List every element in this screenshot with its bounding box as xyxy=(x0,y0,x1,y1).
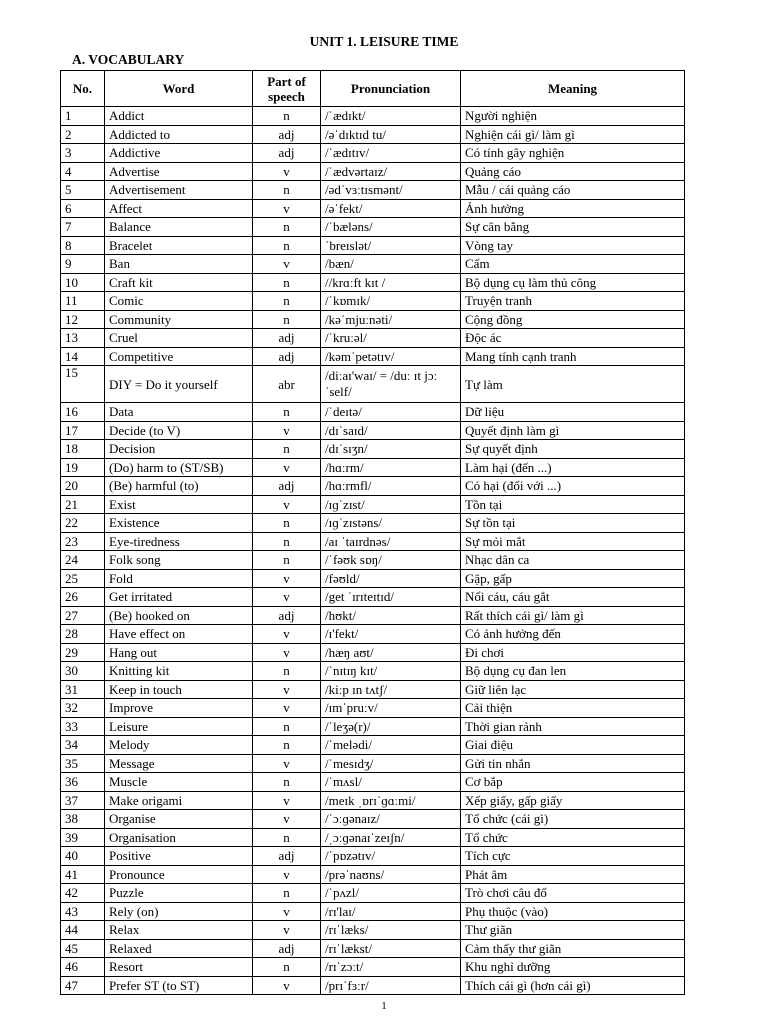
word-cell: Keep in touch xyxy=(105,680,253,699)
part-of-speech-cell: v xyxy=(253,699,321,718)
table-row xyxy=(61,810,685,829)
meaning-cell: Tồn tại xyxy=(461,495,685,514)
pronunciation-cell: /prəˈnaʊns/ xyxy=(321,865,461,884)
word-cell: Data xyxy=(105,403,253,422)
part-of-speech-cell: v xyxy=(253,791,321,810)
column-header-pronunciation: Pronunciation xyxy=(321,71,461,107)
pronunciation-cell: /əˈdɪktɪd tu/ xyxy=(321,125,461,144)
part-of-speech-cell: v xyxy=(253,976,321,995)
meaning-cell: Khu nghỉ dưỡng xyxy=(461,958,685,977)
meaning-cell: Cải thiện xyxy=(461,699,685,718)
pronunciation-cell: /ˌɔːɡənaɪˈzeɪʃn/ xyxy=(321,828,461,847)
column-header-meaning: Meaning xyxy=(461,71,685,107)
row-number: 33 xyxy=(61,717,105,736)
meaning-cell: Sự mỏi mắt xyxy=(461,532,685,551)
row-number: 23 xyxy=(61,532,105,551)
pronunciation-cell: /ˈædvərtaɪz/ xyxy=(321,162,461,181)
table-row xyxy=(61,958,685,977)
pronunciation-cell: ˈbreɪslət/ xyxy=(321,236,461,255)
table-row xyxy=(61,643,685,662)
meaning-cell: Có hại (đối với ...) xyxy=(461,477,685,496)
row-number: 22 xyxy=(61,514,105,533)
table-header-row xyxy=(61,71,685,107)
meaning-cell: Sự quyết định xyxy=(461,440,685,459)
pronunciation-cell: /ədˈvɜːtɪsmənt/ xyxy=(321,181,461,200)
column-header-word: Word xyxy=(105,71,253,107)
pronunciation-cell: /hʊkt/ xyxy=(321,606,461,625)
row-number: 9 xyxy=(61,255,105,274)
meaning-cell: Dữ liệu xyxy=(461,403,685,422)
meaning-cell: Cộng đồng xyxy=(461,310,685,329)
word-cell: Eye-tiredness xyxy=(105,532,253,551)
row-number: 7 xyxy=(61,218,105,237)
pronunciation-cell: /əˈfekt/ xyxy=(321,199,461,218)
row-number: 34 xyxy=(61,736,105,755)
row-number: 41 xyxy=(61,865,105,884)
row-number: 13 xyxy=(61,329,105,348)
pronunciation-cell: /ˈpɒzətɪv/ xyxy=(321,847,461,866)
meaning-cell: Truyện tranh xyxy=(461,292,685,311)
meaning-cell: Cảm thấy thư giãn xyxy=(461,939,685,958)
row-number: 26 xyxy=(61,588,105,607)
pronunciation-cell: /ɪmˈpruːv/ xyxy=(321,699,461,718)
table-row xyxy=(61,588,685,607)
meaning-cell: Xếp giấy, gấp giấy xyxy=(461,791,685,810)
meaning-cell: Có tính gây nghiện xyxy=(461,144,685,163)
pronunciation-cell: /hɑːrm/ xyxy=(321,458,461,477)
pronunciation-cell: /kəˈmjuːnəti/ xyxy=(321,310,461,329)
part-of-speech-cell: n xyxy=(253,828,321,847)
meaning-cell: Tổ chức xyxy=(461,828,685,847)
row-number: 15 xyxy=(61,366,105,403)
table-row xyxy=(61,162,685,181)
meaning-cell: Tự làm xyxy=(461,366,685,403)
part-of-speech-cell: adj xyxy=(253,477,321,496)
part-of-speech-cell: n xyxy=(253,514,321,533)
meaning-cell: Tích cực xyxy=(461,847,685,866)
table-row xyxy=(61,736,685,755)
part-of-speech-cell: n xyxy=(253,662,321,681)
table-row xyxy=(61,440,685,459)
table-row xyxy=(61,939,685,958)
word-cell: Leisure xyxy=(105,717,253,736)
table-row xyxy=(61,606,685,625)
row-number: 24 xyxy=(61,551,105,570)
part-of-speech-cell: n xyxy=(253,273,321,292)
pronunciation-cell: /ˈmelədi/ xyxy=(321,736,461,755)
word-cell: Affect xyxy=(105,199,253,218)
row-number: 8 xyxy=(61,236,105,255)
table-row xyxy=(61,717,685,736)
word-cell: Addicted to xyxy=(105,125,253,144)
part-of-speech-cell: adj xyxy=(253,939,321,958)
table-row xyxy=(61,403,685,422)
table-row xyxy=(61,569,685,588)
part-of-speech-cell: n xyxy=(253,736,321,755)
word-cell: Advertisement xyxy=(105,181,253,200)
meaning-cell: Bộ dụng cụ đan len xyxy=(461,662,685,681)
row-number: 43 xyxy=(61,902,105,921)
table-row xyxy=(61,514,685,533)
row-number: 18 xyxy=(61,440,105,459)
pronunciation-cell: /ˈmesɪdʒ/ xyxy=(321,754,461,773)
row-number: 28 xyxy=(61,625,105,644)
meaning-cell: Có ảnh hưởng đến xyxy=(461,625,685,644)
word-cell: Bracelet xyxy=(105,236,253,255)
pronunciation-cell: /prɪˈfɜːr/ xyxy=(321,976,461,995)
part-of-speech-cell: v xyxy=(253,902,321,921)
word-cell: Exist xyxy=(105,495,253,514)
pronunciation-cell: /aɪ ˈtaɪrdnəs/ xyxy=(321,532,461,551)
word-cell: Melody xyxy=(105,736,253,755)
word-cell: Relaxed xyxy=(105,939,253,958)
row-number: 20 xyxy=(61,477,105,496)
table-row xyxy=(61,458,685,477)
part-of-speech-cell: n xyxy=(253,292,321,311)
part-of-speech-cell: n xyxy=(253,717,321,736)
word-cell: Organisation xyxy=(105,828,253,847)
table-row xyxy=(61,199,685,218)
table-row xyxy=(61,662,685,681)
row-number: 1 xyxy=(61,107,105,126)
pronunciation-cell: /rɪˈzɔːt/ xyxy=(321,958,461,977)
part-of-speech-cell: v xyxy=(253,569,321,588)
row-number: 29 xyxy=(61,643,105,662)
word-cell: Prefer ST (to ST) xyxy=(105,976,253,995)
part-of-speech-cell: abr xyxy=(253,366,321,403)
pronunciation-cell: /ˈmʌsl/ xyxy=(321,773,461,792)
word-cell: Cruel xyxy=(105,329,253,348)
row-number: 3 xyxy=(61,144,105,163)
pronunciation-cell: /ˈleʒə(r)/ xyxy=(321,717,461,736)
table-row xyxy=(61,236,685,255)
word-cell: Knitting kit xyxy=(105,662,253,681)
row-number: 14 xyxy=(61,347,105,366)
part-of-speech-cell: n xyxy=(253,532,321,551)
row-number: 45 xyxy=(61,939,105,958)
meaning-cell: Nhạc dân ca xyxy=(461,551,685,570)
row-number: 4 xyxy=(61,162,105,181)
table-row xyxy=(61,366,685,403)
part-of-speech-cell: n xyxy=(253,440,321,459)
part-of-speech-cell: n xyxy=(253,958,321,977)
part-of-speech-cell: adj xyxy=(253,347,321,366)
pronunciation-cell: /ˈɔːɡənaɪz/ xyxy=(321,810,461,829)
table-row xyxy=(61,181,685,200)
pronunciation-cell: /ˈkɒmɪk/ xyxy=(321,292,461,311)
meaning-cell: Làm hại (đến ...) xyxy=(461,458,685,477)
word-cell: Addictive xyxy=(105,144,253,163)
column-header-no: No. xyxy=(61,71,105,107)
word-cell: Muscle xyxy=(105,773,253,792)
row-number: 11 xyxy=(61,292,105,311)
part-of-speech-cell: v xyxy=(253,810,321,829)
word-cell: Have effect on xyxy=(105,625,253,644)
pronunciation-cell: /ˈbæləns/ xyxy=(321,218,461,237)
page-number: 1 xyxy=(381,1000,387,1012)
table-row xyxy=(61,255,685,274)
pronunciation-cell: /ˈpʌzl/ xyxy=(321,884,461,903)
word-cell: Folk song xyxy=(105,551,253,570)
row-number: 17 xyxy=(61,421,105,440)
meaning-cell: Vòng tay xyxy=(461,236,685,255)
pronunciation-cell: /rɪˈlækst/ xyxy=(321,939,461,958)
row-number: 47 xyxy=(61,976,105,995)
meaning-cell: Cơ bắp xyxy=(461,773,685,792)
table-row xyxy=(61,292,685,311)
pronunciation-cell: /dɪˈsaɪd/ xyxy=(321,421,461,440)
table-row xyxy=(61,699,685,718)
meaning-cell: Giai điệu xyxy=(461,736,685,755)
part-of-speech-cell: n xyxy=(253,310,321,329)
pronunciation-cell: /kəmˈpetətɪv/ xyxy=(321,347,461,366)
row-number: 42 xyxy=(61,884,105,903)
table-row xyxy=(61,421,685,440)
word-cell: Competitive xyxy=(105,347,253,366)
part-of-speech-cell: n xyxy=(253,773,321,792)
meaning-cell: Sự tồn tại xyxy=(461,514,685,533)
table-row xyxy=(61,477,685,496)
table-row xyxy=(61,495,685,514)
part-of-speech-cell: adj xyxy=(253,606,321,625)
part-of-speech-cell: v xyxy=(253,680,321,699)
word-cell: Rely (on) xyxy=(105,902,253,921)
meaning-cell: Thời gian rảnh xyxy=(461,717,685,736)
table-row xyxy=(61,884,685,903)
table-row xyxy=(61,310,685,329)
word-cell: Puzzle xyxy=(105,884,253,903)
meaning-cell: Phát âm xyxy=(461,865,685,884)
word-cell: Relax xyxy=(105,921,253,940)
word-cell: Hang out xyxy=(105,643,253,662)
part-of-speech-cell: v xyxy=(253,495,321,514)
word-cell: Ban xyxy=(105,255,253,274)
table-row xyxy=(61,532,685,551)
meaning-cell: Mang tính cạnh tranh xyxy=(461,347,685,366)
pronunciation-cell: /ɪɡˈzɪstəns/ xyxy=(321,514,461,533)
section-heading: A. VOCABULARY xyxy=(72,52,185,67)
meaning-cell: Cấm xyxy=(461,255,685,274)
row-number: 21 xyxy=(61,495,105,514)
row-number: 39 xyxy=(61,828,105,847)
row-number: 38 xyxy=(61,810,105,829)
pronunciation-cell: /ˈnɪtɪŋ kɪt/ xyxy=(321,662,461,681)
pronunciation-cell: /kiːp ɪn tʌtʃ/ xyxy=(321,680,461,699)
word-cell: Pronounce xyxy=(105,865,253,884)
word-cell: Message xyxy=(105,754,253,773)
table-row xyxy=(61,218,685,237)
table-row xyxy=(61,125,685,144)
column-header-part-of-speech: Part of speech xyxy=(253,71,321,107)
row-number: 31 xyxy=(61,680,105,699)
word-cell: Community xyxy=(105,310,253,329)
document-title: UNIT 1. LEISURE TIME xyxy=(309,34,459,49)
pronunciation-cell: /diːaɪ'waɪ/ = /duː ɪt jɔːˈself/ xyxy=(321,366,461,403)
row-number: 5 xyxy=(61,181,105,200)
word-cell: Decision xyxy=(105,440,253,459)
part-of-speech-cell: n xyxy=(253,218,321,237)
part-of-speech-cell: n xyxy=(253,236,321,255)
part-of-speech-cell: v xyxy=(253,199,321,218)
table-row xyxy=(61,273,685,292)
meaning-cell: Thích cái gì (hơn cái gì) xyxy=(461,976,685,995)
meaning-cell: Bộ dụng cụ làm thủ công xyxy=(461,273,685,292)
part-of-speech-cell: adj xyxy=(253,125,321,144)
word-cell: Positive xyxy=(105,847,253,866)
table-row xyxy=(61,347,685,366)
part-of-speech-cell: v xyxy=(253,458,321,477)
table-row xyxy=(61,902,685,921)
row-number: 27 xyxy=(61,606,105,625)
word-cell: Make origami xyxy=(105,791,253,810)
table-row xyxy=(61,847,685,866)
pronunciation-cell: /rɪ'laɪ/ xyxy=(321,902,461,921)
part-of-speech-cell: n xyxy=(253,403,321,422)
word-cell: (Be) hooked on xyxy=(105,606,253,625)
word-cell: Improve xyxy=(105,699,253,718)
word-cell: Advertise xyxy=(105,162,253,181)
meaning-cell: Mẫu / cái quảng cáo xyxy=(461,181,685,200)
part-of-speech-cell: adj xyxy=(253,144,321,163)
meaning-cell: Nổi cáu, cáu gắt xyxy=(461,588,685,607)
pronunciation-cell: /get ˈɪrɪteɪtɪd/ xyxy=(321,588,461,607)
pronunciation-cell: /ˈkruːəl/ xyxy=(321,329,461,348)
row-number: 36 xyxy=(61,773,105,792)
row-number: 6 xyxy=(61,199,105,218)
meaning-cell: Giữ liên lạc xyxy=(461,680,685,699)
part-of-speech-cell: v xyxy=(253,421,321,440)
meaning-cell: Tổ chức (cái gì) xyxy=(461,810,685,829)
word-cell: Craft kit xyxy=(105,273,253,292)
meaning-cell: Trò chơi câu đố xyxy=(461,884,685,903)
row-number: 25 xyxy=(61,569,105,588)
part-of-speech-cell: v xyxy=(253,588,321,607)
pronunciation-cell: /ˈfəʊk sɒŋ/ xyxy=(321,551,461,570)
table-row xyxy=(61,791,685,810)
pronunciation-cell: /ˈædɪtɪv/ xyxy=(321,144,461,163)
part-of-speech-cell: v xyxy=(253,625,321,644)
word-cell: Decide (to V) xyxy=(105,421,253,440)
vocabulary-table xyxy=(60,70,685,995)
pronunciation-cell: /meɪk ˌɒrɪˈɡɑːmi/ xyxy=(321,791,461,810)
row-number: 19 xyxy=(61,458,105,477)
meaning-cell: Sự cân bằng xyxy=(461,218,685,237)
row-number: 37 xyxy=(61,791,105,810)
pronunciation-cell: /dɪˈsɪʒn/ xyxy=(321,440,461,459)
table-row xyxy=(61,754,685,773)
part-of-speech-cell: n xyxy=(253,107,321,126)
meaning-cell: Quyết định làm gì xyxy=(461,421,685,440)
word-cell: Organise xyxy=(105,810,253,829)
pronunciation-cell: /hɑːrmfl/ xyxy=(321,477,461,496)
table-row xyxy=(61,625,685,644)
row-number: 35 xyxy=(61,754,105,773)
table-row xyxy=(61,865,685,884)
word-cell: Resort xyxy=(105,958,253,977)
part-of-speech-cell: v xyxy=(253,162,321,181)
pronunciation-cell: /ˈædɪkt/ xyxy=(321,107,461,126)
pronunciation-cell: /hæŋ aʊt/ xyxy=(321,643,461,662)
meaning-cell: Nghiện cái gì/ làm gì xyxy=(461,125,685,144)
row-number: 46 xyxy=(61,958,105,977)
table-row xyxy=(61,773,685,792)
part-of-speech-cell: v xyxy=(253,754,321,773)
row-number: 32 xyxy=(61,699,105,718)
meaning-cell: Gửi tin nhắn xyxy=(461,754,685,773)
pronunciation-cell: /bæn/ xyxy=(321,255,461,274)
pronunciation-cell: /rɪˈlæks/ xyxy=(321,921,461,940)
word-cell: (Be) harmful (to) xyxy=(105,477,253,496)
table-row xyxy=(61,921,685,940)
part-of-speech-cell: adj xyxy=(253,847,321,866)
pronunciation-cell: //krɑːft kɪt / xyxy=(321,273,461,292)
word-cell: Addict xyxy=(105,107,253,126)
row-number: 44 xyxy=(61,921,105,940)
meaning-cell: Ảnh hưởng xyxy=(461,199,685,218)
table-body xyxy=(61,107,685,995)
word-cell: Balance xyxy=(105,218,253,237)
meaning-cell: Phụ thuộc (vào) xyxy=(461,902,685,921)
row-number: 2 xyxy=(61,125,105,144)
word-cell: DIY = Do it yourself xyxy=(105,366,253,403)
row-number: 12 xyxy=(61,310,105,329)
meaning-cell: Rất thích cái gì/ làm gì xyxy=(461,606,685,625)
part-of-speech-cell: v xyxy=(253,921,321,940)
word-cell: Get irritated xyxy=(105,588,253,607)
word-cell: Existence xyxy=(105,514,253,533)
part-of-speech-cell: n xyxy=(253,551,321,570)
word-cell: Comic xyxy=(105,292,253,311)
part-of-speech-cell: v xyxy=(253,643,321,662)
table-row xyxy=(61,107,685,126)
table-row xyxy=(61,144,685,163)
part-of-speech-cell: v xyxy=(253,865,321,884)
row-number: 40 xyxy=(61,847,105,866)
meaning-cell: Thư giãn xyxy=(461,921,685,940)
part-of-speech-cell: v xyxy=(253,255,321,274)
table-row xyxy=(61,329,685,348)
meaning-cell: Đi chơi xyxy=(461,643,685,662)
part-of-speech-cell: n xyxy=(253,181,321,200)
pronunciation-cell: /ɪ'fekt/ xyxy=(321,625,461,644)
row-number: 16 xyxy=(61,403,105,422)
word-cell: Fold xyxy=(105,569,253,588)
pronunciation-cell: /ˈdeɪtə/ xyxy=(321,403,461,422)
pronunciation-cell: /ɪɡˈzɪst/ xyxy=(321,495,461,514)
meaning-cell: Người nghiện xyxy=(461,107,685,126)
meaning-cell: Gập, gấp xyxy=(461,569,685,588)
part-of-speech-cell: adj xyxy=(253,329,321,348)
word-cell: (Do) harm to (ST/SB) xyxy=(105,458,253,477)
part-of-speech-cell: n xyxy=(253,884,321,903)
row-number: 30 xyxy=(61,662,105,681)
pronunciation-cell: /fəʊld/ xyxy=(321,569,461,588)
table-row xyxy=(61,680,685,699)
table-row xyxy=(61,551,685,570)
table-row xyxy=(61,976,685,995)
meaning-cell: Quảng cáo xyxy=(461,162,685,181)
meaning-cell: Độc ác xyxy=(461,329,685,348)
table-row xyxy=(61,828,685,847)
row-number: 10 xyxy=(61,273,105,292)
